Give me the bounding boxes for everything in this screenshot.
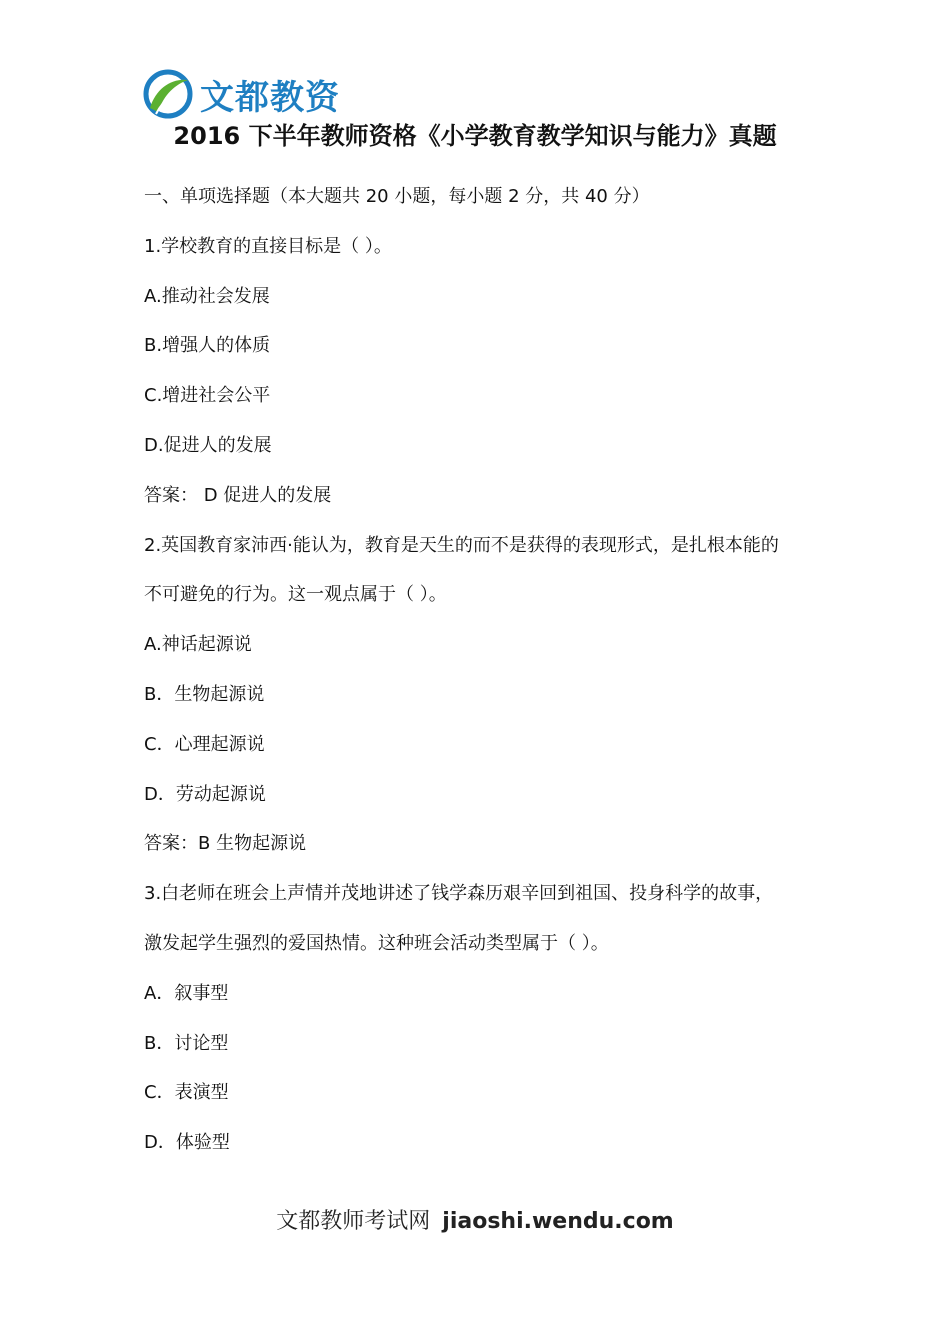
question-3-line-1: 3.白老师在班会上声情并茂地讲述了钱学森历艰辛回到祖国、投身科学的故事， — [144, 883, 774, 905]
q2-answer: 答案：B 生物起源说 — [144, 833, 307, 855]
q3-option-a: A．叙事型 — [144, 982, 229, 1004]
q2-option-c: C．心理起源说 — [144, 733, 265, 755]
question-1: 1.学校教育的直接目标是（ ）。 — [144, 235, 392, 257]
question-2-line-2: 不可避免的行为。这一观点属于（ ）。 — [144, 584, 447, 606]
q1-option-a: A.推动社会发展 — [144, 285, 270, 307]
q1-answer: 答案： D 促进人的发展 — [144, 484, 332, 506]
logo-text: 文都教资 — [200, 77, 340, 118]
q2-option-d: D．劳动起源说 — [144, 783, 266, 805]
q3-option-d: D．体验型 — [144, 1132, 230, 1154]
logo-leaf-icon — [142, 68, 194, 120]
q2-option-b: B．生物起源说 — [144, 683, 265, 705]
question-3-line-2: 激发起学生强烈的爱国热情。这种班会活动类型属于（ ）。 — [144, 932, 609, 954]
brand-logo — [142, 68, 340, 120]
q1-option-b: B.增强人的体质 — [144, 335, 271, 357]
q2-option-a: A.神话起源说 — [144, 634, 252, 656]
section-heading: 一、单项选择题（本大题共 20 小题，每小题 2 分，共 40 分） — [144, 186, 650, 207]
page-footer — [0, 1204, 950, 1235]
q1-option-c: C.增进社会公平 — [144, 385, 271, 407]
document-title: 2016 下半年教师资格《小学教育教学知识与能力》真题 — [173, 122, 777, 150]
q3-option-b: B．讨论型 — [144, 1032, 229, 1054]
q1-option-d: D.促进人的发展 — [144, 434, 272, 456]
q3-option-c: C．表演型 — [144, 1082, 229, 1104]
footer-url-link[interactable]: jiaoshi.wendu.com — [442, 1209, 674, 1234]
footer-site-name: 文都教师考试网 — [276, 1209, 431, 1234]
exam-content — [144, 172, 824, 1168]
question-2-line-1: 2.英国教育家沛西·能认为，教育是天生的而不是获得的表现形式，是扎根本能的 — [144, 534, 779, 556]
